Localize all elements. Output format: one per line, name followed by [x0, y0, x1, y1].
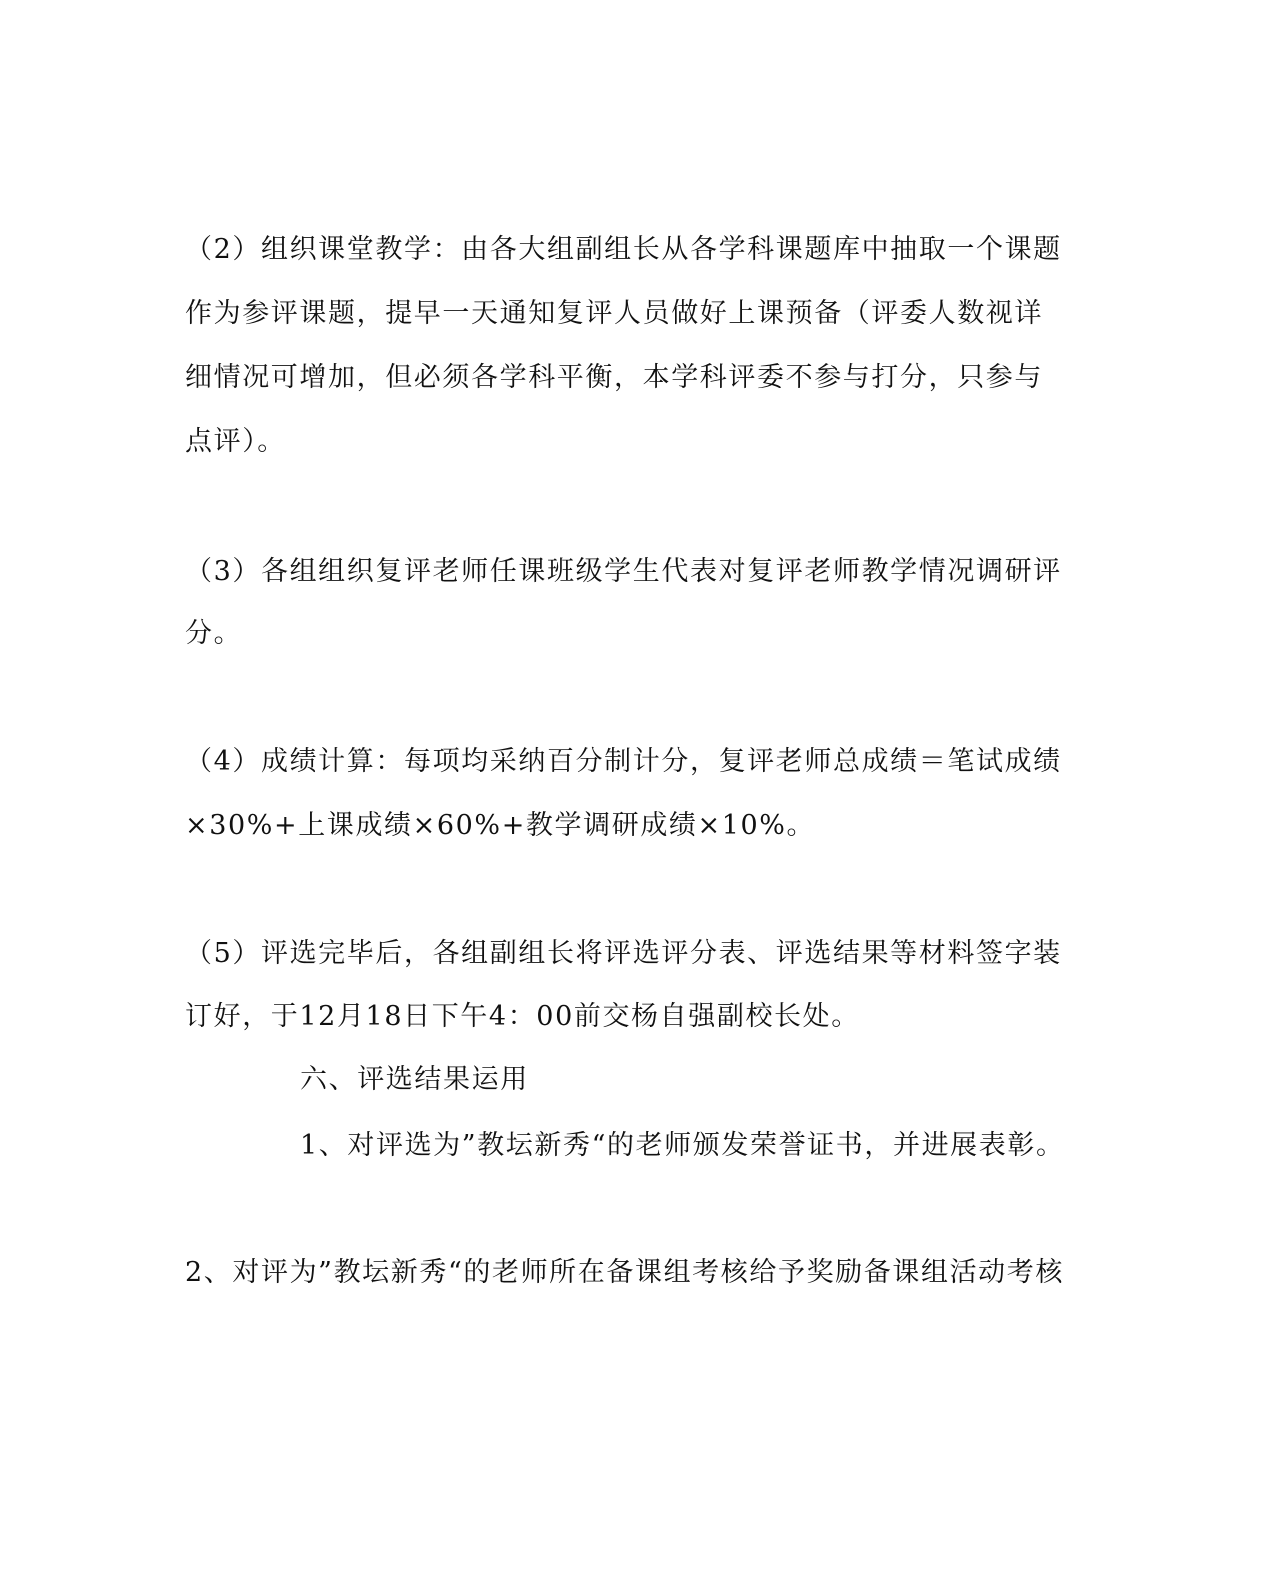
paragraph-2-line-4: 点评）。	[185, 426, 286, 457]
paragraph-2-line-2: 作为参评课题，提早一天通知复评人员做好上课预备（评委人数视详	[185, 298, 1043, 329]
paragraph-4-line-1: （4）成绩计算：每项均采纳百分制计分，复评老师总成绩＝笔试成绩	[185, 746, 1062, 777]
paragraph-4-line-2: ×30%+上课成绩×60%+教学调研成绩×10%。	[185, 810, 816, 841]
paragraph-2-line-3: 细情况可增加，但必须各学科平衡，本学科评委不参与打分，只参与	[185, 362, 1043, 393]
result-item-2: 2、对评为”教坛新秀“的老师所在备课组考核给予奖励备课组活动考核	[185, 1257, 1064, 1288]
section-heading: 六、评选结果运用	[300, 1064, 529, 1095]
paragraph-2-line-1: （2）组织课堂教学：由各大组副组长从各学科课题库中抽取一个课题	[185, 234, 1062, 265]
paragraph-3-line-2: 分。	[185, 618, 243, 649]
paragraph-3-line-1: （3）各组组织复评老师任课班级学生代表对复评老师教学情况调研评	[185, 556, 1062, 587]
paragraph-5-line-1: （5）评选完毕后，各组副组长将评选评分表、评选结果等材料签字装	[185, 938, 1062, 969]
paragraph-5-line-2: 订好，于12月18日下午4：00前交杨自强副校长处。	[185, 1001, 860, 1032]
result-item-1: 1、对评选为”教坛新秀“的老师颁发荣誉证书，并进展表彰。	[300, 1130, 1065, 1161]
